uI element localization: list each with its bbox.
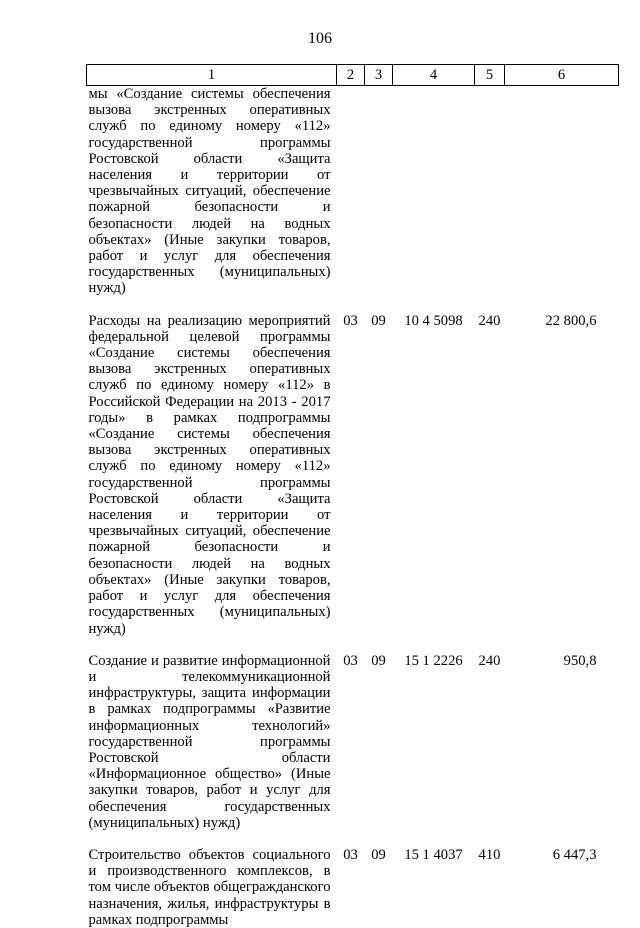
column-header-6: 6 — [505, 65, 619, 86]
column-header-5: 5 — [475, 65, 505, 86]
row-description: мы «Создание системы обеспечения вызова экстренных оперативных служб по единому номеру «112» государственной программы Ростовской области «Защита населения и территории от чрезвычайных ситуаций, обеспечение пожарной безопасности и безопасности людей на водных объектах» (Иные закупки товаров, работ и услуг для обеспечения государственных (муниципальных) нужд) — [88, 86, 331, 297]
row-expense-type: 240 — [478, 652, 501, 669]
table-row — [87, 831, 619, 928]
column-header-3: 3 — [365, 65, 393, 86]
row-description: Создание и развитие информационной и телекоммуникационной инфраструктуры, защита информации в рамках подпрограммы «Развитие информационных технологий» государственной программы Ростовской области «Информационное общество» (Иные закупки товаров, работ и услуг для обеспечения государственных (муниципальных) нужд) — [88, 652, 331, 831]
row-target-article: 15 1 4037 — [404, 846, 463, 863]
row-section — [337, 86, 365, 297]
column-header-2: 2 — [337, 65, 365, 86]
table-row — [87, 86, 619, 297]
row-expense-type: 240 — [478, 312, 501, 329]
column-header-1: 1 — [87, 65, 337, 86]
row-section: 03 — [343, 652, 358, 669]
row-section: 03 — [343, 312, 358, 329]
row-amount — [505, 86, 619, 297]
row-target-article: 10 4 5098 — [404, 312, 463, 329]
column-header-4: 4 — [393, 65, 475, 86]
row-subsection: 09 — [371, 846, 386, 863]
row-target-article: 15 1 2226 — [404, 652, 463, 669]
budget-table — [86, 64, 619, 928]
row-section: 03 — [343, 846, 358, 863]
page-number: 106 — [308, 30, 332, 47]
table-row — [87, 637, 619, 831]
row-subsection: 09 — [371, 312, 386, 329]
row-amount: 22 800,6 — [545, 312, 597, 329]
row-subsection: 09 — [371, 652, 386, 669]
row-target-article — [393, 86, 475, 297]
row-amount: 950,8 — [563, 652, 597, 669]
table-header-row — [87, 65, 619, 86]
row-expense-type — [475, 86, 505, 297]
row-description: Расходы на реализацию мероприятий федеральной целевой программы «Создание системы обеспечения вызова экстренных оперативных служб по единому номеру «112» в Российской Федерации на 2013 - 2017 годы» в рамках подпрограммы «Создание системы обеспечения вызова экстренных оперативных служб по единому номеру «112» государственной программы Ростовской области «Защита населения и территории от чрезвычайных ситуаций, обеспечение пожарной безопасности и безопасности людей на водных объектах» (Иные закупки товаров, работ и услуг для обеспечения государственных (муниципальных) нужд) — [88, 312, 331, 637]
table-row — [87, 297, 619, 637]
row-subsection — [365, 86, 393, 297]
row-amount: 6 447,3 — [552, 846, 597, 863]
row-description: Строительство объектов социального и производственного комплексов, в том числе объектов общегражданского назначения, жилья, инфраструктуры в рамках подпрограммы — [88, 846, 331, 928]
row-expense-type: 410 — [478, 846, 501, 863]
